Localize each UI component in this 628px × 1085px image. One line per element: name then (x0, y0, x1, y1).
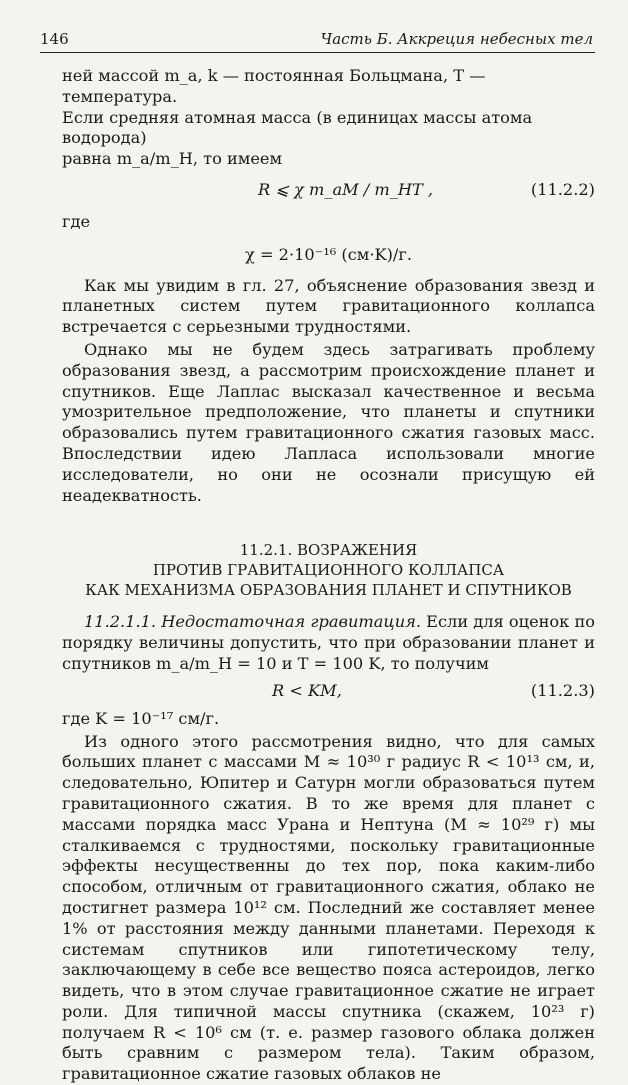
equation-11-2-3 (62, 679, 595, 705)
section-heading-line: 11.2.1. ВОЗРАЖЕНИЯ (239, 541, 418, 560)
text-line: ней массой m_a, k — постоянная Больцмана, T — температура. (62, 66, 486, 106)
section-heading (62, 540, 595, 600)
page-header (40, 28, 595, 53)
paragraph: Из одного этого рассмотрения видно, что для самых больших планет с массами M ≈ 10³⁰ г радиус R < 10¹³ см, и, следовательно, Юпитер и Сатурн могли образоваться путем гравитационного сжатия. В то же время для планет с массами порядка масс Урана и Нептуна (M ≈ 10²⁹ г) мы сталкиваемся с трудностями, поскольку гравитационные эффекты несущественны до тех пор, пока каким-либо способом, отличным от гравитационного сжатия, облако не достигнет размера 10¹² см. Последний же составляет менее 1% от расстояния между данными планетами. Переходя к системам спутников или гипотетическому телу, заключающему в себе все вещество пояса астероидов, легко видеть, что в этом случае гравитационное сжатие не играет роли. Для типичной массы спутника (скажем, 10²³ г) получаем R < 10⁶ см (т. е. размер газового облака должен быть сравним с размером тела). Таким образом, гравитационное сжатие газовых облаков не (62, 731, 595, 1084)
section-heading-line: ПРОТИВ ГРАВИТАЦИОННОГО КОЛЛАПСА (152, 561, 505, 580)
section-heading-line: КАК МЕХАНИЗМА ОБРАЗОВАНИЯ ПЛАНЕТ И СПУТНИКОВ (85, 581, 572, 600)
paragraph (62, 612, 595, 674)
where-label: где (62, 211, 91, 231)
paragraph: Как мы увидим в гл. 27, объяснение образования звезд и планетных систем путем гравитационного коллапса встречается с серьезными трудностями. (62, 275, 595, 337)
subsection-title: 11.2.1.1. Недостаточная гравитация. (84, 612, 421, 632)
equation-expression: R ⩽ χ m_aM / m_HT , (258, 179, 434, 199)
page-body (62, 66, 595, 1085)
text-line: Если средняя атомная масса (в единицах массы атома водорода) (62, 107, 533, 148)
equation-number: (11.2.3) (530, 680, 595, 700)
text-line: равна m_a/m_H, то имеем (62, 149, 283, 169)
running-title: Часть Б. Аккреция небесных тел (320, 30, 593, 48)
paragraph-text: Если для оценок по порядку величины допустить, что при образовании планет и спутников m_a/m_H = 10 и T = 100 K, то получим (62, 612, 595, 673)
equation-11-2-2 (62, 176, 595, 206)
where-line: где K = 10⁻¹⁷ см/г. (62, 708, 220, 728)
chi-definition: χ = 2·10⁻¹⁶ (см·K)/г. (245, 244, 412, 264)
page-number: 146 (40, 30, 69, 48)
paragraph: Однако мы не будем здесь затрагивать проблему образования звезд, а рассмотрим происхождение планет и спутников. Еще Лаплас высказал качественное и весьма умозрительное предположение, что планеты и спутники образовались путем гравитационного сжатия газовых масс. Впоследствии идею Лапласа использовали многие исследователи, но они не осознали присущую ей неадекватность. (62, 339, 595, 505)
equation-number: (11.2.2) (530, 179, 595, 199)
equation-expression: R < KM, (272, 680, 342, 700)
